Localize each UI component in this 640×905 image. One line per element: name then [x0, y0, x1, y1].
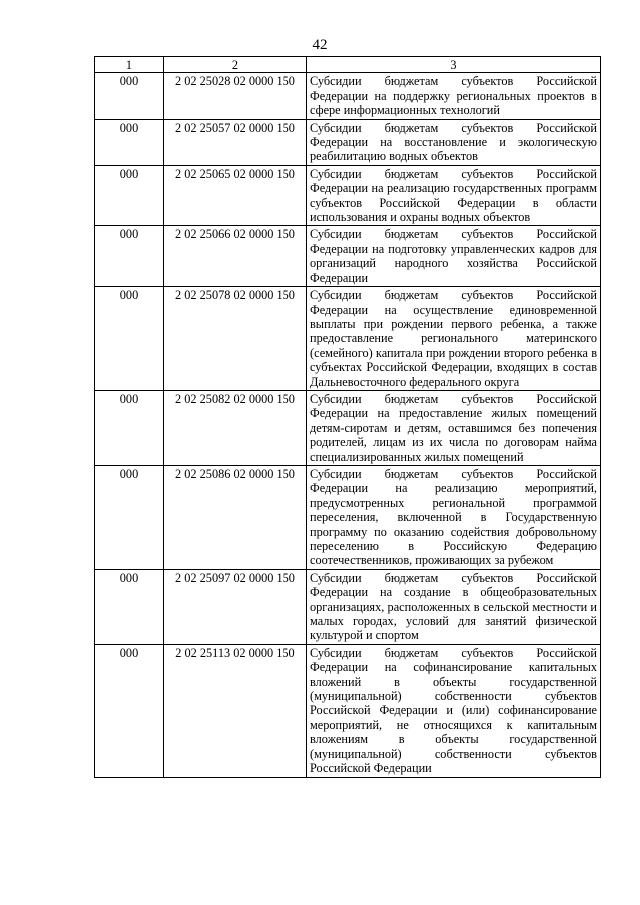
admin-code-cell: 000	[95, 390, 164, 465]
budget-classification-table	[94, 56, 601, 778]
revenue-name-cell: Субсидии бюджетам субъектов Российской Федерации на реализацию государственных программ субъектов Российской Федерации в области использования и охраны водных объектов	[307, 165, 601, 226]
revenue-name-cell: Субсидии бюджетам субъектов Российской Федерации на предоставление жилых помещений детям-сиротам и детям, оставшимся без попечения родителей, лицам из их числа по договорам найма специализированных жилых помещений	[307, 390, 601, 465]
budget-code-cell: 2 02 25028 02 0000 150	[164, 73, 307, 119]
budget-code-cell: 2 02 25086 02 0000 150	[164, 465, 307, 569]
revenue-name-cell: Субсидии бюджетам субъектов Российской Федерации на подготовку управленческих кадров для организаций народного хозяйства Российской Федерации	[307, 226, 601, 287]
table-row	[95, 569, 601, 644]
revenue-name-cell: Субсидии бюджетам субъектов Российской Федерации на поддержку региональных проектов в сфере информационных технологий	[307, 73, 601, 119]
revenue-name-cell: Субсидии бюджетам субъектов Российской Федерации на софинансирование капитальных вложений в объекты государственной (муниципальной) собственности субъектов Российской Федерации и (или) софинансирование мероприятий, не относящихся к капитальным вложениям в объекты государственной (муниципальной) собственности субъектов Российской Федерации	[307, 644, 601, 777]
revenue-name-cell: Субсидии бюджетам субъектов Российской Федерации на реализацию мероприятий, предусмотренных региональной программой переселения, включенной в Государственную программу по оказанию содействия добровольному переселению в Российскую Федерацию соотечественников, проживающих за рубежом	[307, 465, 601, 569]
admin-code-cell: 000	[95, 73, 164, 119]
admin-code-cell: 000	[95, 119, 164, 165]
admin-code-cell: 000	[95, 287, 164, 391]
table-row	[95, 119, 601, 165]
table-header	[95, 57, 601, 73]
page-number: 42	[312, 37, 328, 53]
budget-code-cell: 2 02 25065 02 0000 150	[164, 165, 307, 226]
admin-code-cell: 000	[95, 465, 164, 569]
admin-code-cell: 000	[95, 165, 164, 226]
table-body	[95, 73, 601, 777]
table-row	[95, 644, 601, 777]
table-row	[95, 226, 601, 287]
admin-code-cell: 000	[95, 644, 164, 777]
table-row	[95, 465, 601, 569]
table-row	[95, 287, 601, 391]
table-row	[95, 390, 601, 465]
budget-code-cell: 2 02 25097 02 0000 150	[164, 569, 307, 644]
revenue-name-cell: Субсидии бюджетам субъектов Российской Федерации на создание в общеобразовательных организациях, расположенных в сельской местности и малых городах, условий для занятий физической культурой и спортом	[307, 569, 601, 644]
revenue-name-cell: Субсидии бюджетам субъектов Российской Федерации на осуществление единовременной выплаты при рождении первого ребенка, а также предоставление регионального материнского (семейного) капитала при рождении второго ребенка в субъектах Российской Федерации, входящих в состав Дальневосточного федерального округа	[307, 287, 601, 391]
budget-code-cell: 2 02 25057 02 0000 150	[164, 119, 307, 165]
budget-code-cell: 2 02 25113 02 0000 150	[164, 644, 307, 777]
column-header-1: 1	[95, 57, 164, 73]
column-header-2: 2	[164, 57, 307, 73]
revenue-name-cell: Субсидии бюджетам субъектов Российской Федерации на восстановление и экологическую реабилитацию водных объектов	[307, 119, 601, 165]
admin-code-cell: 000	[95, 226, 164, 287]
header-row	[95, 57, 601, 73]
admin-code-cell: 000	[95, 569, 164, 644]
budget-code-cell: 2 02 25082 02 0000 150	[164, 390, 307, 465]
table-row	[95, 73, 601, 119]
column-header-3: 3	[307, 57, 601, 73]
budget-code-cell: 2 02 25066 02 0000 150	[164, 226, 307, 287]
budget-code-cell: 2 02 25078 02 0000 150	[164, 287, 307, 391]
table-row	[95, 165, 601, 226]
